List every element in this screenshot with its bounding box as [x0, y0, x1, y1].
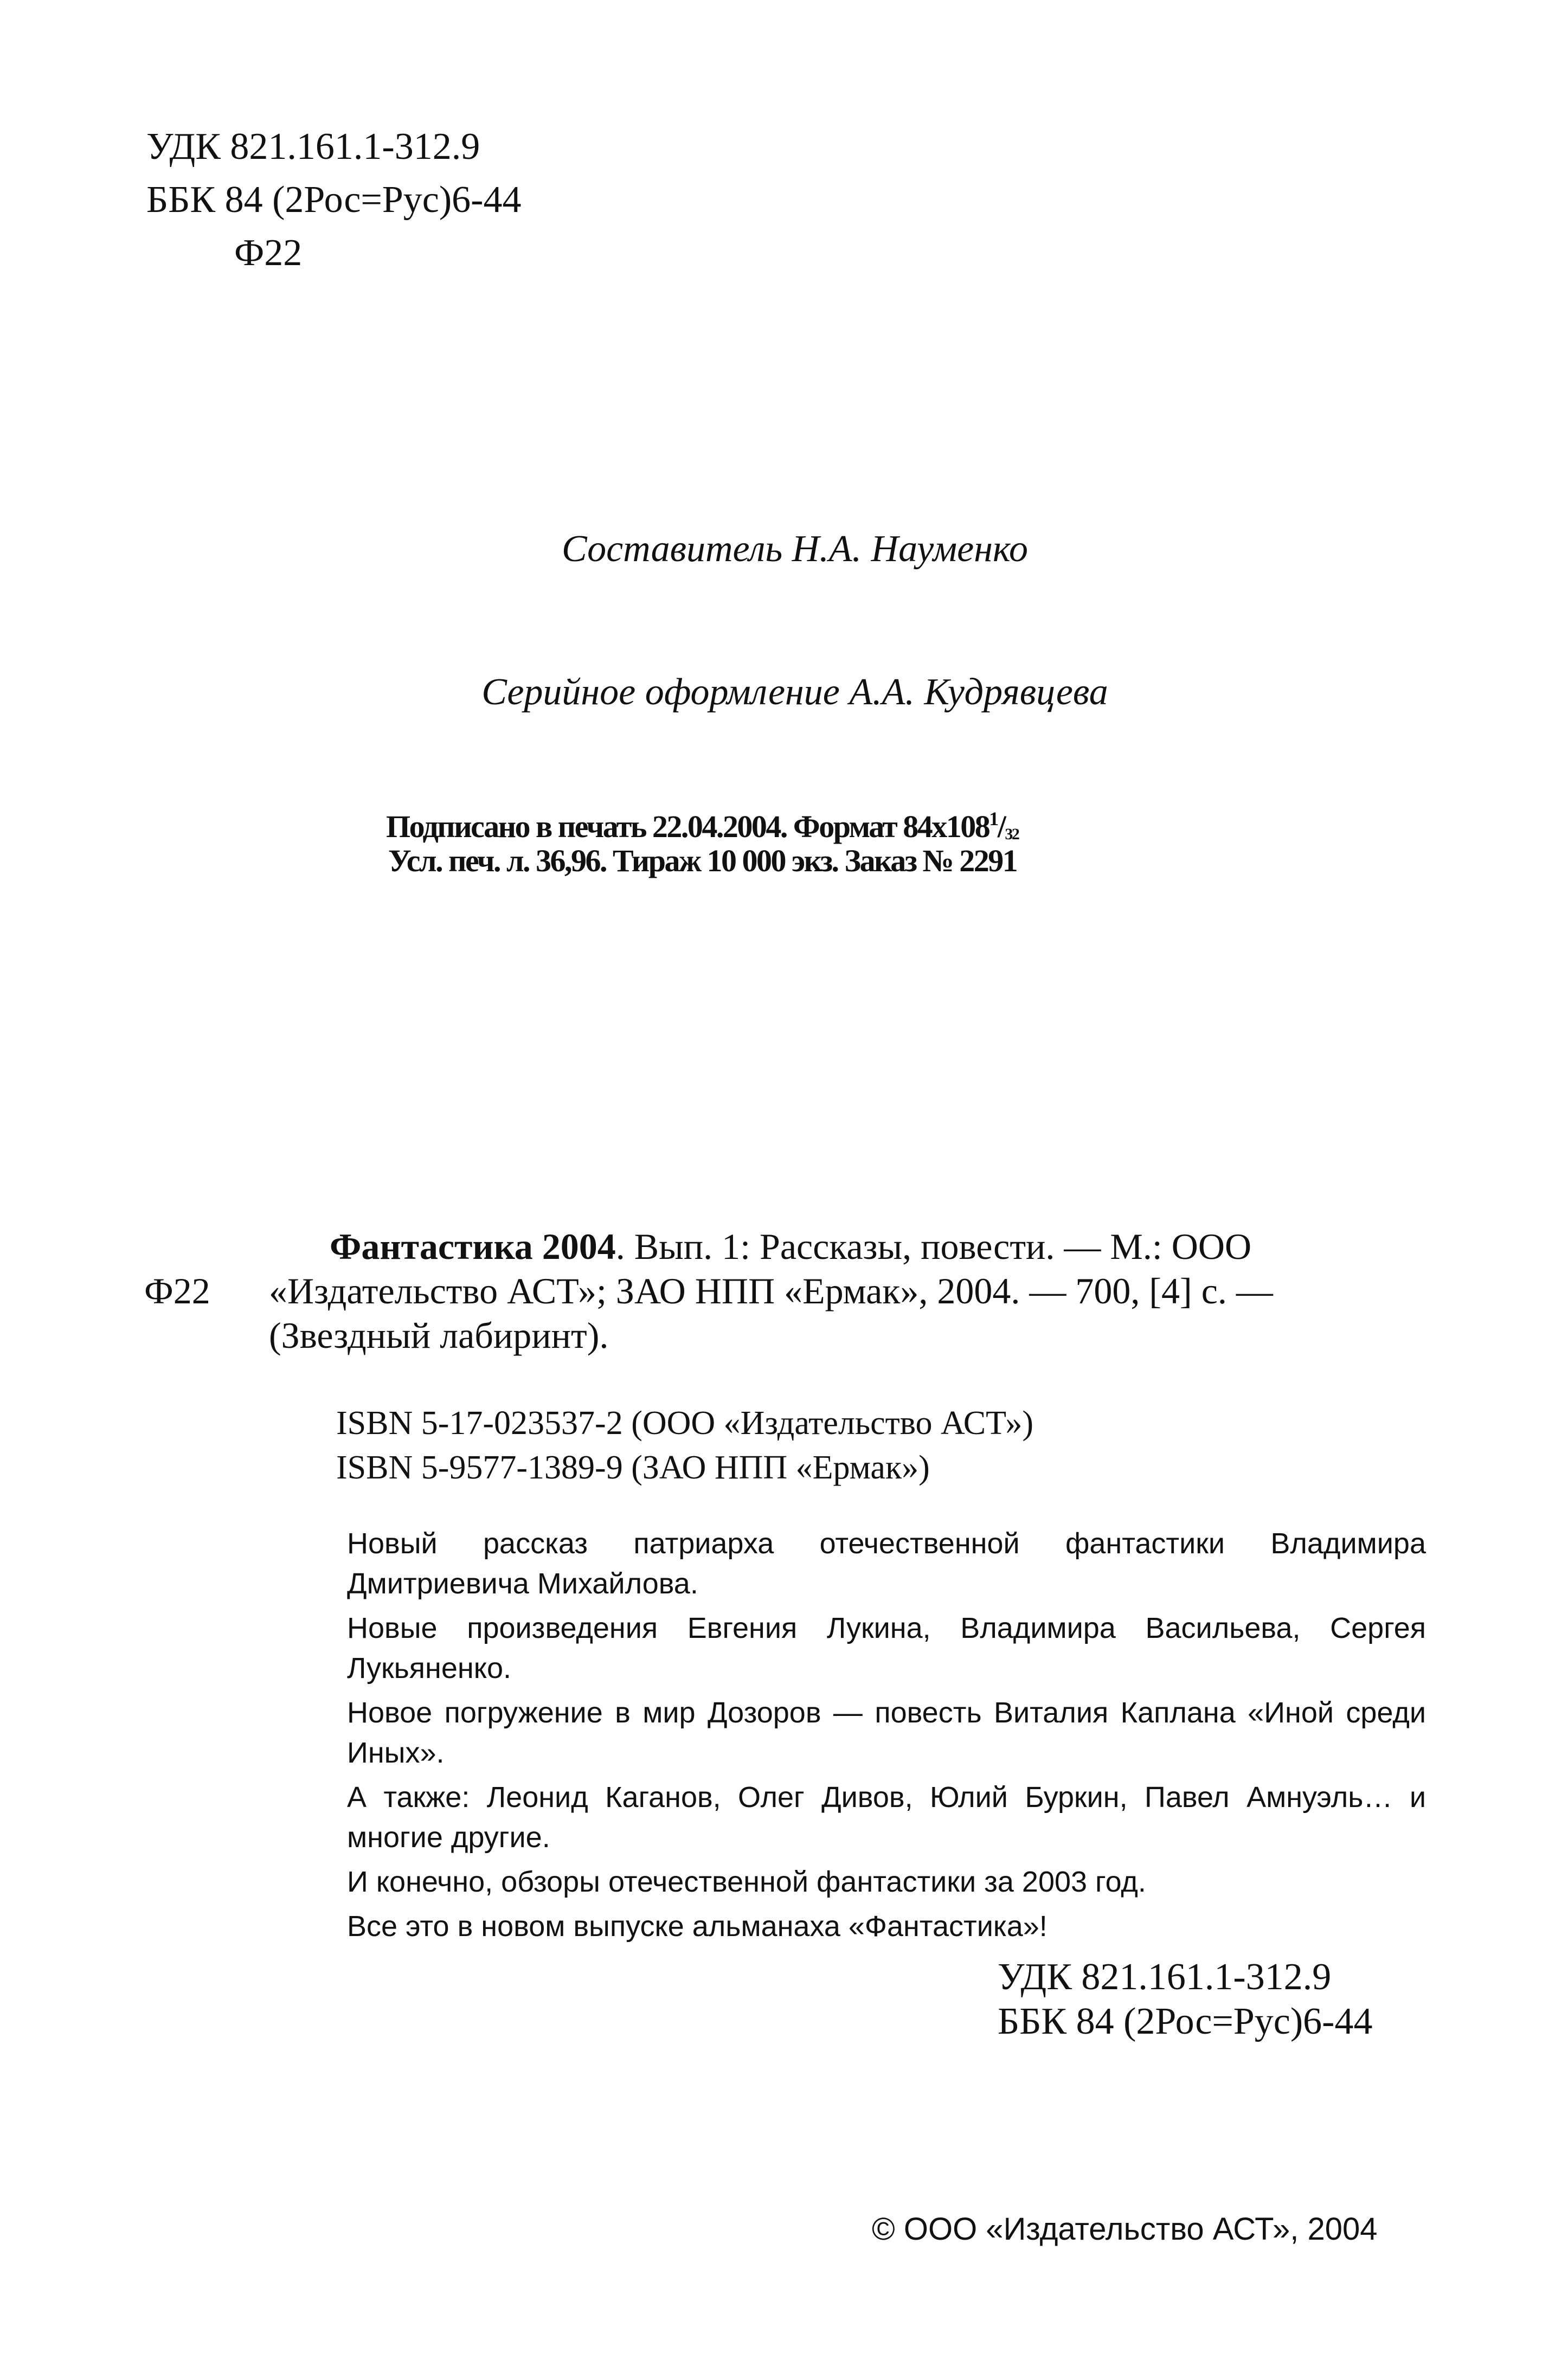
annotation-paragraph: Новое погружение в мир Дозоров — повесть Виталия Каплана «Иной среди Иных».	[347, 1696, 1426, 1769]
annotation-paragraph: Новые произведения Евгения Лукина, Владимира Васильева, Сергея Лукьяненко.	[347, 1612, 1426, 1685]
annotation-paragraph: Новый рассказ патриарха отечественной фантастики Владимира Дмитриевича Михайлова.	[347, 1527, 1426, 1600]
annotation-paragraph: И конечно, обзоры отечественной фантастики за 2003 год.	[347, 1866, 1146, 1898]
bbk-code-bottom: ББК 84 (2Рос=Рус)6-44	[998, 2001, 1373, 2042]
catalog-entry-details: . Вып. 1: Рассказы, повести. — М.: ООО	[615, 1226, 1252, 1267]
catalog-entry-line-2: «Издательство АСТ»; ЗАО НПП «Ермак», 2004. — 700, [4] с. —	[269, 1270, 1273, 1311]
print-info-line-1: Подписано в печать 22.04.2004. Формат $84х108^1/32$	[386, 808, 1019, 844]
format-numerator: 1	[989, 808, 998, 830]
bbk-code-top: ББК 84 (2Рос=Рус)6-44	[146, 179, 522, 221]
udk-code-bottom: УДК 821.161.1-312.9	[998, 1956, 1332, 1998]
print-info-line-2: Усл. печ. л. 36,96. Тираж 10 000 экз. Заказ № 2291	[388, 843, 1017, 878]
udk-code-top: УДК 821.161.1-312.9	[146, 126, 480, 168]
author-mark-top: Ф22	[234, 232, 303, 274]
format-denominator: 32	[1005, 825, 1019, 843]
isbn-ast: ISBN 5-17-023537-2 (ООО «Издательство АСТ»)	[336, 1405, 1034, 1442]
author-mark-entry: Ф22	[144, 1270, 210, 1311]
catalog-entry-line-3: (Звездный лабиринт).	[269, 1315, 609, 1356]
annotation	[347, 1523, 1426, 1951]
compiler-credit: Составитель Н.А. Науменко	[561, 528, 1029, 570]
book-title: Фантастика 2004	[330, 1226, 616, 1267]
annotation-paragraph: А также: Леонид Каганов, Олег Дивов, Юлий Буркин, Павел Амнуэль… и многие другие.	[347, 1781, 1426, 1854]
catalog-entry-line-1	[330, 1224, 1251, 1269]
series-design-credit: Серийное оформление А.А. Кудрявцева	[481, 671, 1108, 713]
annotation-paragraph: Все это в новом выпуске альманаха «Фантастика»!	[347, 1910, 1048, 1943]
isbn-ermak: ISBN 5-9577-1389-9 (ЗАО НПП «Ермак»)	[336, 1449, 930, 1486]
copyright-notice: © ООО «Издательство АСТ», 2004	[872, 2211, 1378, 2247]
print-info-text: Подписано в печать 22.04.2004. Формат 84х108	[386, 809, 989, 844]
